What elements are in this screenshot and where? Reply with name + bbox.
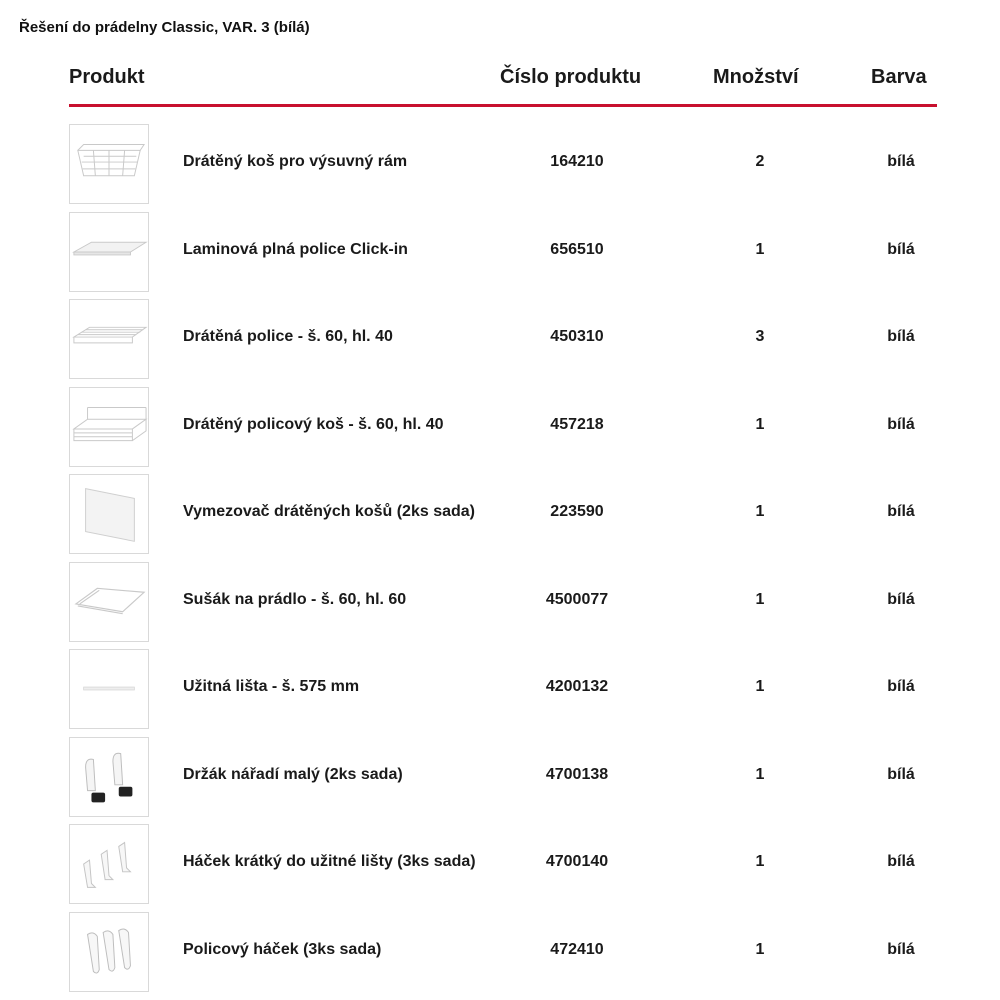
table-row: Laminová plná police Click-in 656510 1 bílá (69, 212, 937, 300)
table-row: Užitná lišta - š. 575 mm 4200132 1 bílá (69, 649, 937, 737)
short-hook-image[interactable] (69, 824, 149, 904)
product-name: Sušák na prádlo - š. 60, hl. 60 (183, 590, 407, 608)
drying-rack-image[interactable] (69, 562, 149, 642)
product-name: Držák nářadí malý (2ks sada) (183, 765, 403, 783)
header-color: Barva (871, 66, 927, 88)
table-header (69, 64, 937, 107)
header-product: Produkt (69, 66, 145, 88)
wire-shelf-image[interactable] (69, 299, 149, 379)
table-row: Háček krátký do užitné lišty (3ks sada) 4700140 1 bílá (69, 824, 937, 912)
table-row: Vymezovač drátěných košů (2ks sada) 223590 1 bílá (69, 474, 937, 562)
table-row: Drátěná police - š. 60, hl. 40 450310 3 bílá (69, 299, 937, 387)
utility-rail-image[interactable] (69, 649, 149, 729)
page-title: Řešení do prádelny Classic, VAR. 3 (bílá) (19, 19, 310, 36)
header-quantity: Množství (713, 66, 799, 88)
product-table (69, 124, 937, 999)
product-name: Policový háček (3ks sada) (183, 940, 382, 958)
tool-holder-image[interactable] (69, 737, 149, 817)
basket-divider-image[interactable] (69, 474, 149, 554)
laminate-shelf-image[interactable] (69, 212, 149, 292)
table-row: Policový háček (3ks sada) 472410 1 bílá (69, 912, 937, 1000)
product-name: Vymezovač drátěných košů (2ks sada) (183, 503, 475, 520)
table-row: Drátěný policový koš - š. 60, hl. 40 457218 1 bílá (69, 387, 937, 475)
product-name: Užitná lišta - š. 575 mm (183, 678, 360, 695)
header-product-number: Číslo produktu (500, 66, 642, 88)
product-name: Drátěný koš pro výsuvný rám (183, 153, 408, 170)
wire-shelf-basket-image[interactable] (69, 387, 149, 467)
wire-basket-image[interactable] (69, 124, 149, 204)
table-row: Drátěný koš pro výsuvný rám 164210 2 bílá (69, 124, 937, 212)
product-name: Drátěný policový koš - š. 60, hl. 40 (183, 415, 444, 433)
product-name: Laminová plná police Click-in (183, 240, 408, 258)
product-name: Drátěná police - š. 60, hl. 40 (183, 328, 393, 345)
shelf-hook-image[interactable] (69, 912, 149, 992)
table-row: Sušák na prádlo - š. 60, hl. 60 4500077 1 bílá (69, 562, 937, 650)
table-row: Držák nářadí malý (2ks sada) 4700138 1 bílá (69, 737, 937, 825)
product-name: Háček krátký do užitné lišty (3ks sada) (183, 853, 476, 870)
